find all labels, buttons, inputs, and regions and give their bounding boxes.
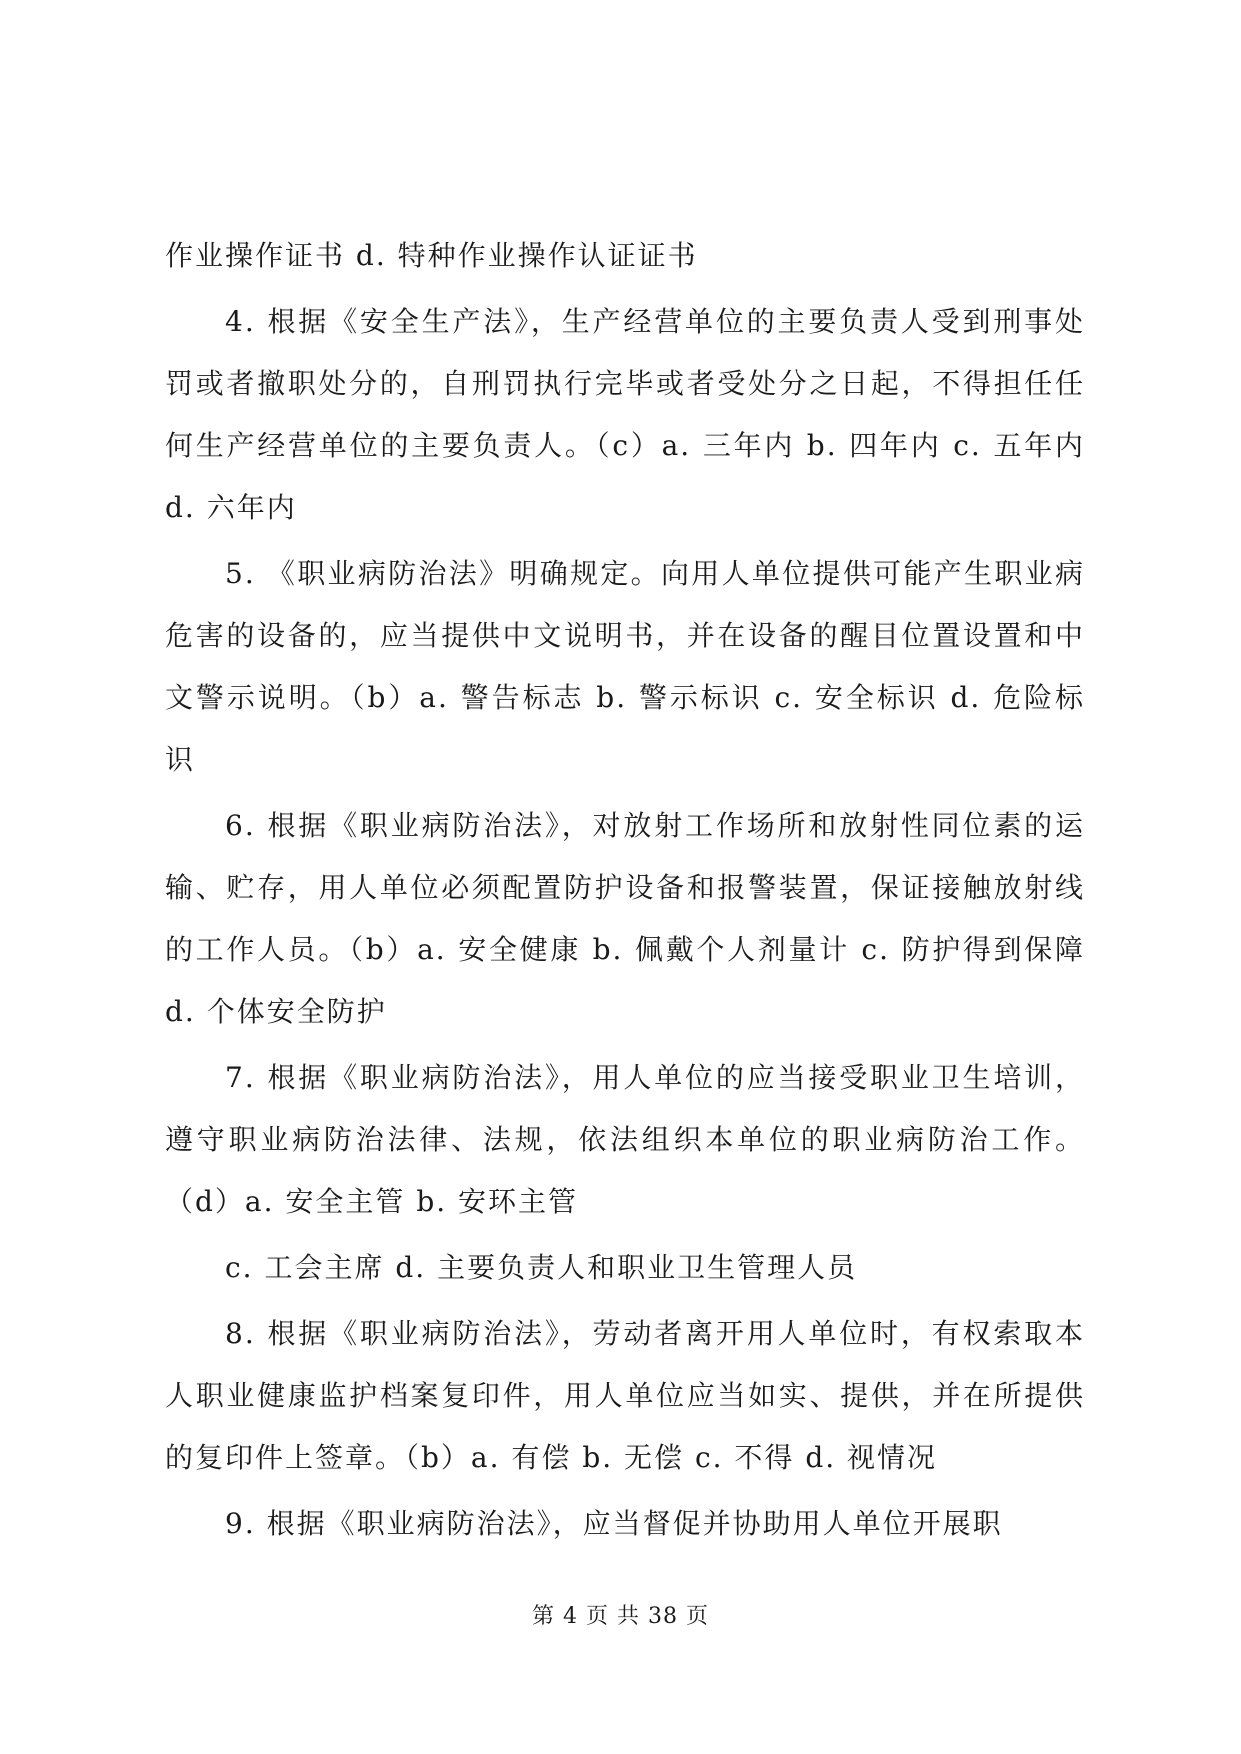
question-6: 6. 根据《职业病防治法》，对放射工作场所和放射性同位素的运输、贮存，用人单位必须配置防护设备和报警装置，保证接触放射线的工作人员。（b）a. 安全健康 b. 佩戴个人剂量计 c. 防护得到保障 d. 个体安全防护	[165, 809, 1085, 1028]
question-7: 7. 根据《职业病防治法》，用人单位的应当接受职业卫生培训，遵守职业病防治法律、法规，依法组织本单位的职业病防治工作。（d）a. 安全主管 b. 安环主管	[165, 1061, 1085, 1218]
paragraph-continuation: 作业操作证书 d. 特种作业操作认证证书	[165, 239, 698, 272]
question-8: 8. 根据《职业病防治法》，劳动者离开用人单位时，有权索取本人职业健康监护档案复印件，用人单位应当如实、提供，并在所提供的复印件上签章。（b）a. 有偿 b. 无偿 c. 不得 d. 视情况	[165, 1317, 1085, 1474]
document-body	[165, 225, 1085, 1559]
question-9: 9. 根据《职业病防治法》，应当督促并协助用人单位开展职	[225, 1507, 1003, 1540]
question-5: 5. 《职业病防治法》明确规定。向用人单位提供可能产生职业病危害的设备的，应当提供中文说明书，并在设备的醒目位置设置和中文警示说明。（b）a. 警告标志 b. 警示标识 c. 安全标识 d. 危险标识	[165, 557, 1085, 776]
page-footer: 第 4 页 共 38 页	[532, 1604, 709, 1629]
question-4: 4. 根据《安全生产法》，生产经营单位的主要负责人受到刑事处罚或者撤职处分的，自刑罚执行完毕或者受处分之日起，不得担任任何生产经营单位的主要负责人。（c）a. 三年内 b. 四年内 c. 五年内 d. 六年内	[165, 305, 1085, 524]
question-7-options: c. 工会主席 d. 主要负责人和职业卫生管理人员	[225, 1251, 858, 1284]
